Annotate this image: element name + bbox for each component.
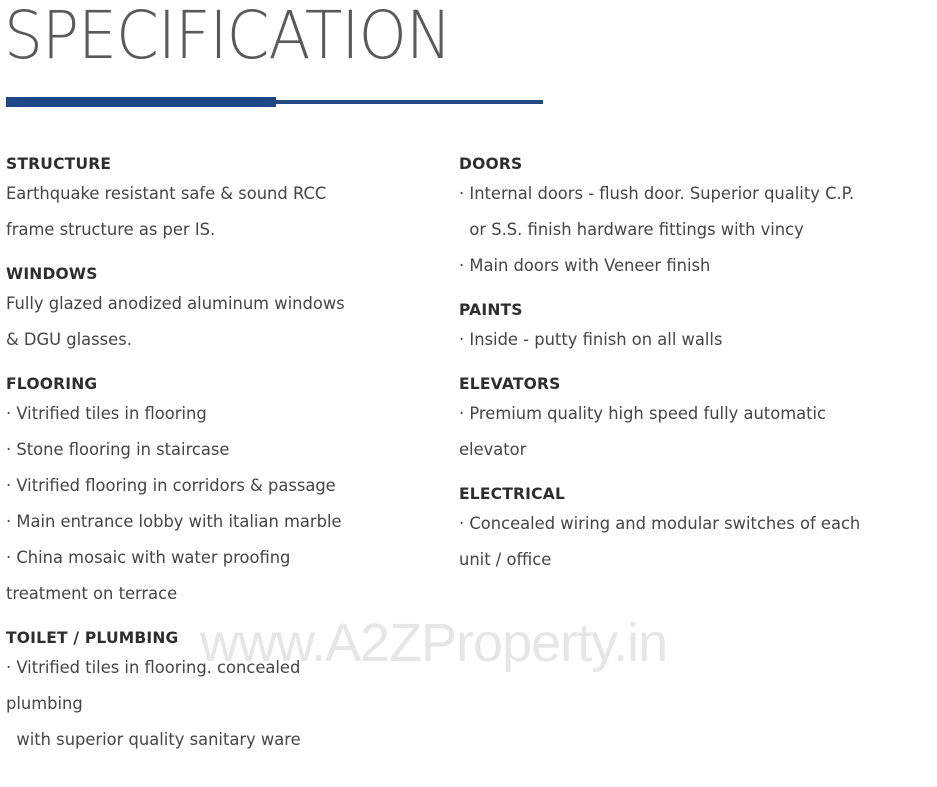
section-heading: ELEVATORS bbox=[459, 374, 561, 393]
spec-line: plumbing bbox=[6, 694, 83, 714]
section-heading: PAINTS bbox=[459, 300, 523, 319]
section-heading: ELECTRICAL bbox=[459, 484, 566, 503]
spec-line: · Vitrified flooring in corridors & passage bbox=[6, 476, 336, 496]
spec-line: · Vitrified tiles in flooring. concealed bbox=[6, 658, 301, 678]
spec-line: elevator bbox=[459, 440, 527, 460]
spec-line: · Vitrified tiles in flooring bbox=[6, 404, 207, 424]
title-underline-thin bbox=[275, 100, 543, 104]
title-underline-thick bbox=[6, 97, 276, 107]
section-windows bbox=[6, 262, 446, 358]
section-heading: TOILET / PLUMBING bbox=[6, 628, 179, 647]
left-column bbox=[6, 152, 446, 758]
spec-line: · Inside - putty finish on all walls bbox=[459, 330, 723, 350]
spec-line: · Concealed wiring and modular switches of each bbox=[459, 514, 861, 534]
spec-line: Earthquake resistant safe & sound RCC bbox=[6, 184, 327, 204]
spec-line: Fully glazed anodized aluminum windows bbox=[6, 294, 345, 314]
page-title: SPECIFICATION bbox=[4, 0, 451, 74]
spec-line: · China mosaic with water proofing bbox=[6, 548, 291, 568]
spec-line: · Premium quality high speed fully automatic bbox=[459, 404, 827, 424]
section-heading: STRUCTURE bbox=[6, 154, 112, 173]
section-elevators bbox=[459, 372, 937, 468]
spec-line: · Stone flooring in staircase bbox=[6, 440, 230, 460]
section-doors bbox=[459, 152, 937, 284]
section-heading: WINDOWS bbox=[6, 264, 98, 283]
section-toilet-plumbing bbox=[6, 626, 446, 758]
spec-line: treatment on terrace bbox=[6, 584, 178, 604]
section-flooring bbox=[6, 372, 446, 612]
spec-line: · Internal doors - flush door. Superior quality C.P. bbox=[459, 184, 855, 204]
spec-line: with superior quality sanitary ware bbox=[6, 730, 301, 750]
right-column bbox=[459, 152, 937, 578]
section-electrical bbox=[459, 482, 937, 578]
spec-line: frame structure as per IS. bbox=[6, 220, 216, 240]
section-heading: FLOORING bbox=[6, 374, 98, 393]
section-paints bbox=[459, 298, 937, 358]
spec-line: · Main doors with Veneer finish bbox=[459, 256, 711, 276]
section-heading: DOORS bbox=[459, 154, 523, 173]
watermark: www.A2ZProperty.in bbox=[200, 613, 668, 673]
spec-line: & DGU glasses. bbox=[6, 330, 132, 350]
section-structure bbox=[6, 152, 446, 248]
spec-line: · Main entrance lobby with italian marble bbox=[6, 512, 342, 532]
spec-line: or S.S. finish hardware fittings with vincy bbox=[459, 220, 804, 240]
spec-line: unit / office bbox=[459, 550, 552, 570]
